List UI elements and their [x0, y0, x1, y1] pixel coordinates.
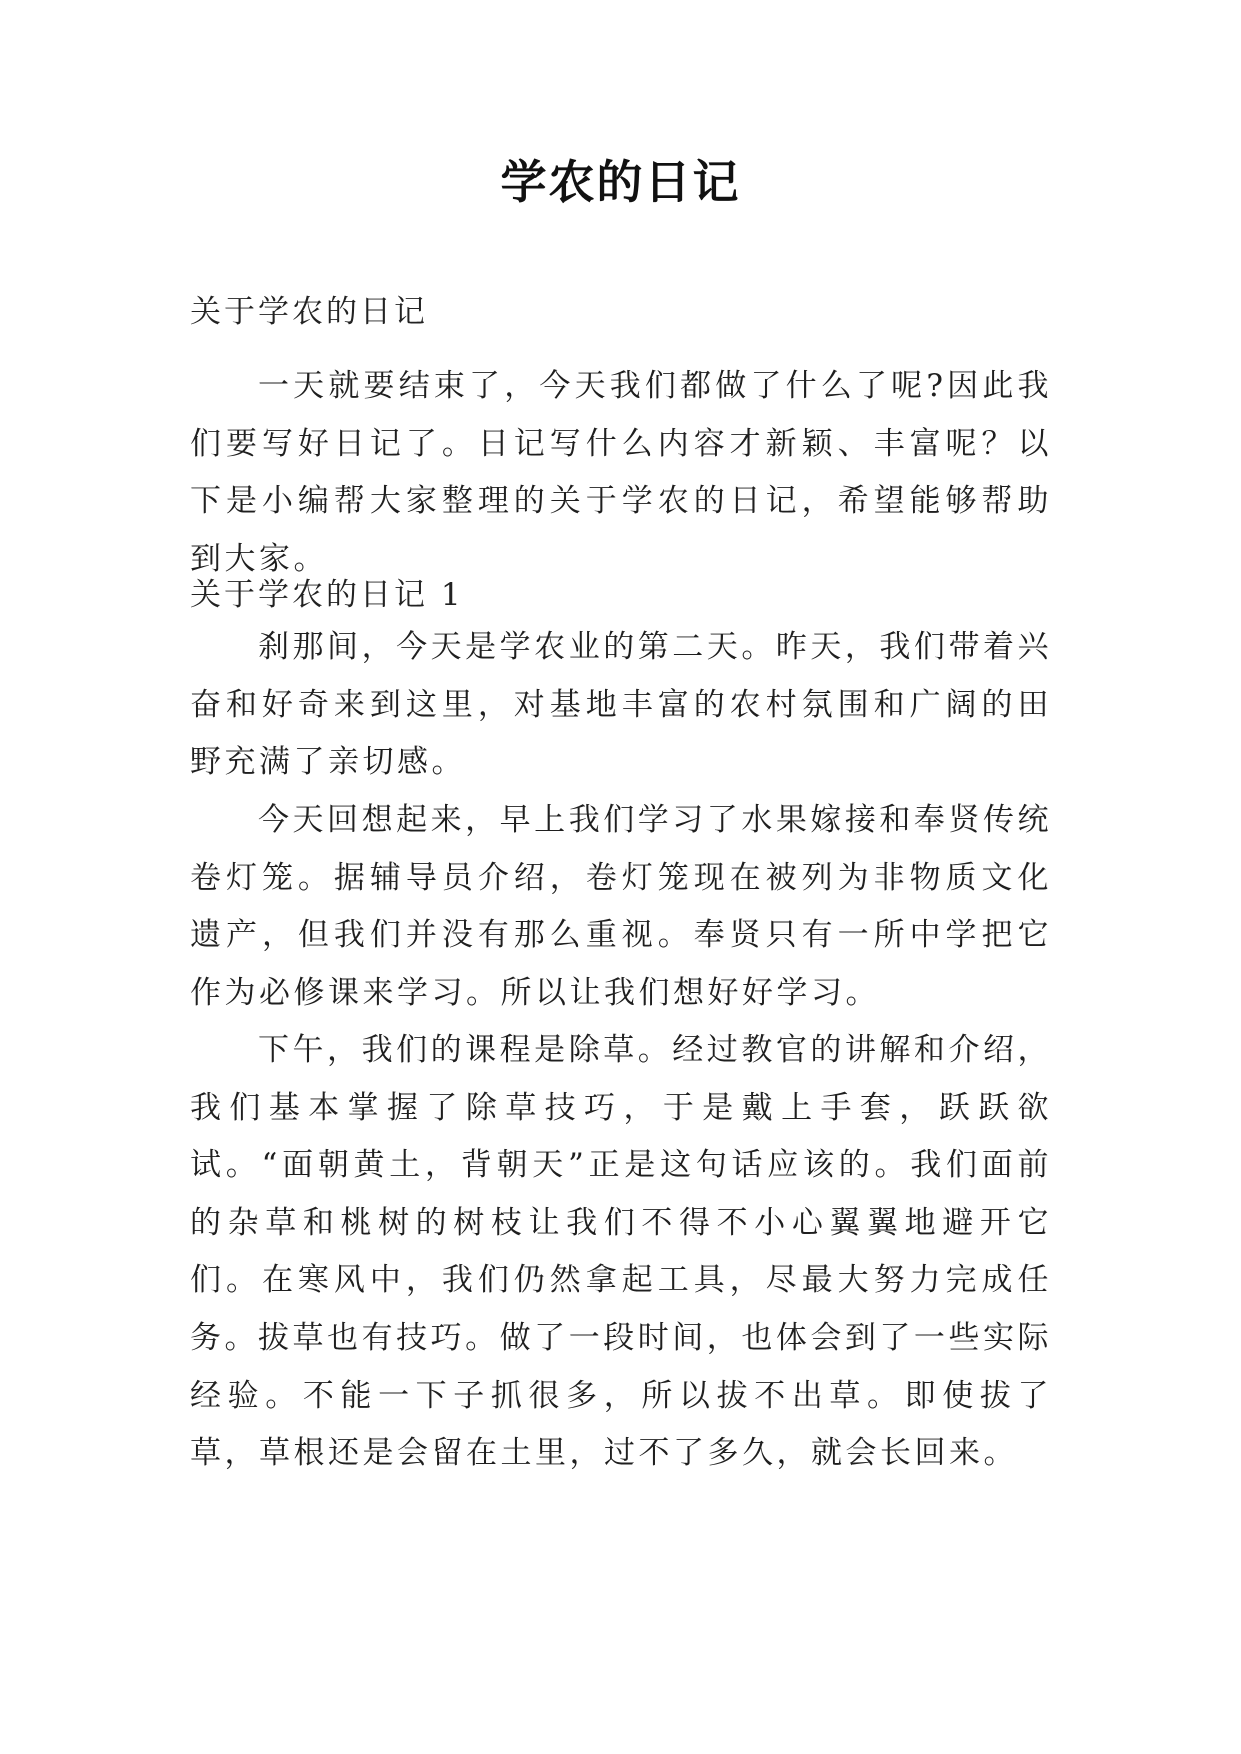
document-subtitle: 关于学农的日记 [190, 294, 428, 330]
body-paragraph-3: 下午，我们的课程是除草。经过教官的讲解和介绍，我们基本掌握了除草技巧，于是戴上手套，跃跃欲试。“面朝黄土，背朝天”正是这句话应该的。我们面前的杂草和桃树的树枝让我们不得不小心翼翼地避开它们。在寒风中，我们仍然拿起工具，尽最大努力完成任务。 [190, 1032, 1052, 1356]
intro-paragraph: 一天就要结束了，今天我们都做了什么了呢?因此我们要写好日记了。日记写什么内容才新颖、丰富呢？以下是小编帮大家整理的关于学农的日记，希望能够帮助到大家。 [190, 368, 1052, 577]
document-title: 学农的日记 [500, 155, 741, 209]
section-heading-1: 关于学农的日记 1 [190, 577, 464, 613]
body-paragraph-4: 拔草也有技巧。做了一段时间，也体会到了一些实际经验。不能一下子抓很多，所以拔不出草。即使拔了草，草根还是会留在土里，过不了多久，就会长回来。 [190, 1320, 1052, 1471]
body-paragraph-1: 刹那间，今天是学农业的第二天。昨天，我们带着兴奋和好奇来到这里，对基地丰富的农村氛围和广阔的田野充满了亲切感。 [190, 629, 1052, 780]
body-paragraph-2: 今天回想起来，早上我们学习了水果嫁接和奉贤传统卷灯笼。据辅导员介绍，卷灯笼现在被列为非物质文化遗产，但我们并没有那么重视。奉贤只有一所中学把它作为必修课来学习。所以让我们想好好学习。 [190, 802, 1052, 1011]
